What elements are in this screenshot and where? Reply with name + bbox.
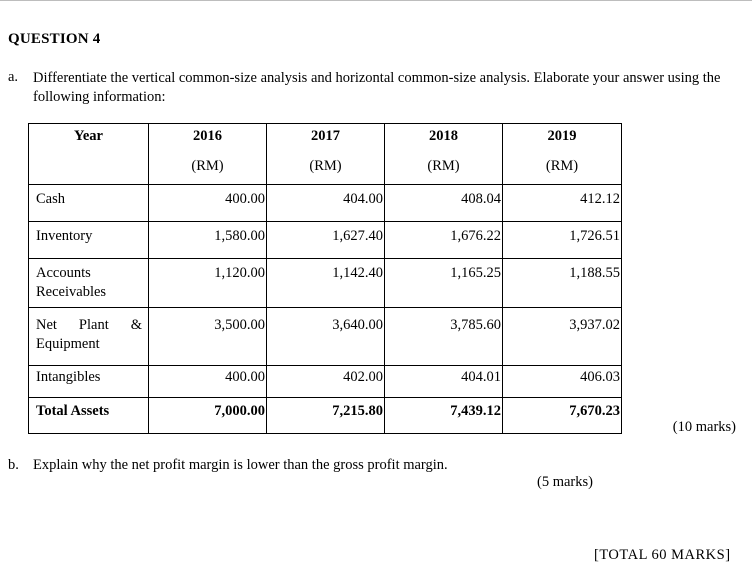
row-label-word: &	[130, 317, 142, 333]
part-b-text: Explain why the net profit margin is lower than the gross profit margin.	[33, 457, 448, 473]
financial-table	[28, 123, 622, 434]
header-year-label: Year	[74, 128, 103, 144]
table-row-total-assets	[29, 398, 622, 434]
cell-value: 1,676.22	[385, 222, 503, 259]
cell-value: 404.01	[385, 366, 503, 398]
header-year: 2016	[193, 128, 222, 144]
cell-value: 402.00	[267, 366, 385, 398]
cell-value: 1,188.55	[503, 259, 622, 308]
cell-value: 3,640.00	[267, 308, 385, 366]
row-label-line2: Equipment	[36, 336, 100, 352]
cell-value: 406.03	[503, 366, 622, 398]
row-label-word: Plant	[78, 317, 109, 333]
cell-value: 1,580.00	[149, 222, 267, 259]
cell-value: 7,439.12	[385, 398, 503, 434]
cell-value: 404.00	[267, 185, 385, 222]
cell-value: 3,785.60	[385, 308, 503, 366]
part-b-marks: (5 marks)	[537, 474, 593, 490]
row-label: Total Assets	[29, 398, 149, 434]
header-unit: (RM)	[545, 158, 579, 174]
header-unit: (RM)	[191, 158, 224, 174]
header-2017-cell	[267, 124, 385, 185]
header-2019-cell	[503, 124, 622, 185]
row-label-line1	[36, 316, 148, 335]
cell-value: 1,120.00	[149, 259, 267, 308]
cell-value: 412.12	[503, 185, 622, 222]
row-label: Cash	[29, 185, 149, 222]
cell-value: 7,215.80	[267, 398, 385, 434]
cell-value: 400.00	[149, 185, 267, 222]
cell-value: 1,627.40	[267, 222, 385, 259]
row-label	[29, 259, 149, 308]
table-row-net-plant-equipment	[29, 308, 622, 366]
header-year-cell	[29, 124, 149, 185]
cell-value: 1,726.51	[503, 222, 622, 259]
part-a-text: Differentiate the vertical common-size analysis and horizontal common-size analysis. Elaborate your answer using the following information:	[33, 70, 721, 105]
row-label: Inventory	[29, 222, 149, 259]
row-label: Intangibles	[29, 366, 149, 398]
part-a-marks: (10 marks)	[672, 419, 736, 435]
header-unit: (RM)	[309, 158, 342, 174]
cell-value: 408.04	[385, 185, 503, 222]
table-row-cash	[29, 185, 622, 222]
question-title: QUESTION 4	[8, 31, 101, 47]
cell-value: 400.00	[149, 366, 267, 398]
part-a-marker: a.	[8, 69, 19, 85]
row-label-line2: Receivables	[36, 284, 107, 300]
cell-value: 1,142.40	[267, 259, 385, 308]
total-marks: [TOTAL 60 MARKS]	[594, 547, 731, 563]
page-top-rule	[0, 0, 752, 1]
table-row-intangibles	[29, 366, 622, 398]
cell-value: 7,000.00	[149, 398, 267, 434]
header-year: 2018	[429, 128, 458, 144]
part-b-marker: b.	[8, 457, 19, 473]
table-header-row	[29, 124, 622, 185]
cell-value: 1,165.25	[385, 259, 503, 308]
header-year: 2017	[311, 128, 340, 144]
header-year: 2019	[547, 128, 577, 144]
row-label-word: Net	[36, 317, 57, 333]
cell-value: 3,937.02	[503, 308, 622, 366]
header-2018-cell	[385, 124, 503, 185]
header-2016-cell	[149, 124, 267, 185]
table-row-inventory	[29, 222, 622, 259]
header-unit: (RM)	[427, 158, 460, 174]
row-label-line1: Accounts	[36, 265, 91, 281]
cell-value: 7,670.23	[503, 398, 622, 434]
row-label	[29, 308, 149, 366]
table-row-accounts-receivables	[29, 259, 622, 308]
cell-value: 3,500.00	[149, 308, 267, 366]
